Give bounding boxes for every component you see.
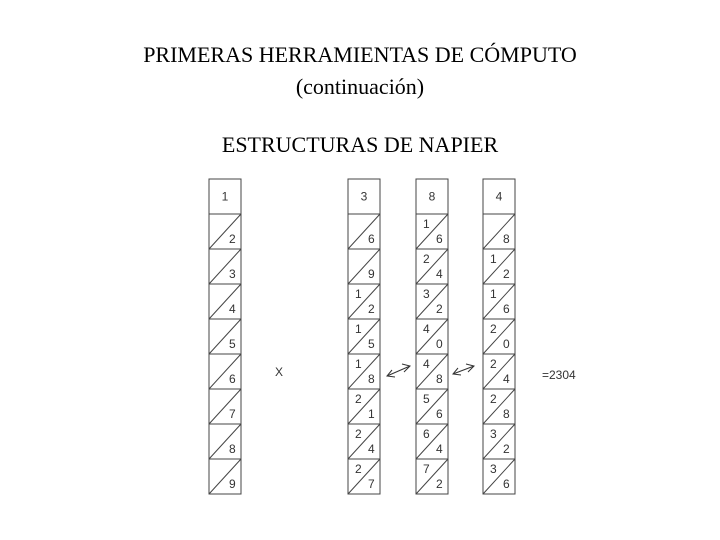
rod-header-digit: 8 <box>428 189 436 204</box>
tens-digit: 2 <box>423 252 430 266</box>
multiply-sign: X <box>275 365 284 379</box>
units-digit: 0 <box>503 337 510 351</box>
slide-title-continuation: (continuación) <box>295 74 425 99</box>
tens-digit: 4 <box>423 322 430 336</box>
units-digit: 4 <box>229 302 236 316</box>
tens-digit: 2 <box>355 427 362 441</box>
units-digit: 2 <box>436 477 443 491</box>
tens-digit: 1 <box>355 287 362 301</box>
index-rod <box>209 179 241 494</box>
tens-digit: 3 <box>490 462 497 476</box>
tens-digit: 2 <box>490 357 497 371</box>
tens-digit: 1 <box>490 252 497 266</box>
units-digit: 6 <box>503 477 510 491</box>
units-digit: 3 <box>229 267 236 281</box>
tens-digit: 2 <box>355 392 362 406</box>
units-digit: 2 <box>368 302 375 316</box>
tens-digit: 4 <box>423 357 430 371</box>
units-digit: 9 <box>229 477 236 491</box>
units-digit: 5 <box>229 337 236 351</box>
units-digit: 6 <box>503 302 510 316</box>
units-digit: 9 <box>368 267 375 281</box>
units-digit: 8 <box>368 372 375 386</box>
rod-header-digit: 3 <box>360 189 368 204</box>
units-digit: 7 <box>368 477 375 491</box>
units-digit: 6 <box>229 372 236 386</box>
tens-digit: 1 <box>355 357 362 371</box>
units-digit: 2 <box>503 442 510 456</box>
units-digit: 5 <box>368 337 375 351</box>
units-digit: 2 <box>503 267 510 281</box>
units-digit: 6 <box>436 232 443 246</box>
units-digit: 0 <box>436 337 443 351</box>
units-digit: 2 <box>436 302 443 316</box>
tens-digit: 2 <box>355 462 362 476</box>
rod-header-digit: 1 <box>221 189 229 204</box>
tens-digit: 5 <box>423 392 430 406</box>
tens-digit: 2 <box>490 392 497 406</box>
arrow-left <box>387 364 410 377</box>
tens-digit: 3 <box>423 287 430 301</box>
tens-digit: 1 <box>423 217 430 231</box>
tens-digit: 3 <box>490 427 497 441</box>
napier-rod-3 <box>348 179 380 494</box>
units-digit: 4 <box>368 442 375 456</box>
slide-title: PRIMERAS HERRAMIENTAS DE CÓMPUTO <box>143 42 577 67</box>
napier-rod-8 <box>416 179 448 494</box>
tens-digit: 1 <box>490 287 497 301</box>
units-digit: 8 <box>503 407 510 421</box>
units-digit: 7 <box>229 407 236 421</box>
tens-digit: 1 <box>355 322 362 336</box>
units-digit: 4 <box>436 442 443 456</box>
slide-subtitle: ESTRUCTURAS DE NAPIER <box>221 132 499 157</box>
napier-rod-4 <box>483 179 515 494</box>
units-digit: 6 <box>436 407 443 421</box>
tens-digit: 7 <box>423 462 430 476</box>
units-digit: 8 <box>229 442 236 456</box>
result-label: =2304 <box>542 368 576 382</box>
units-digit: 8 <box>503 232 510 246</box>
tens-digit: 2 <box>490 322 497 336</box>
tens-digit: 6 <box>423 427 430 441</box>
units-digit: 8 <box>436 372 443 386</box>
units-digit: 6 <box>368 232 375 246</box>
units-digit: 2 <box>229 232 236 246</box>
units-digit: 4 <box>436 267 443 281</box>
rod-header-digit: 4 <box>495 189 503 204</box>
units-digit: 1 <box>368 407 375 421</box>
units-digit: 4 <box>503 372 510 386</box>
arrow-right <box>453 364 474 375</box>
